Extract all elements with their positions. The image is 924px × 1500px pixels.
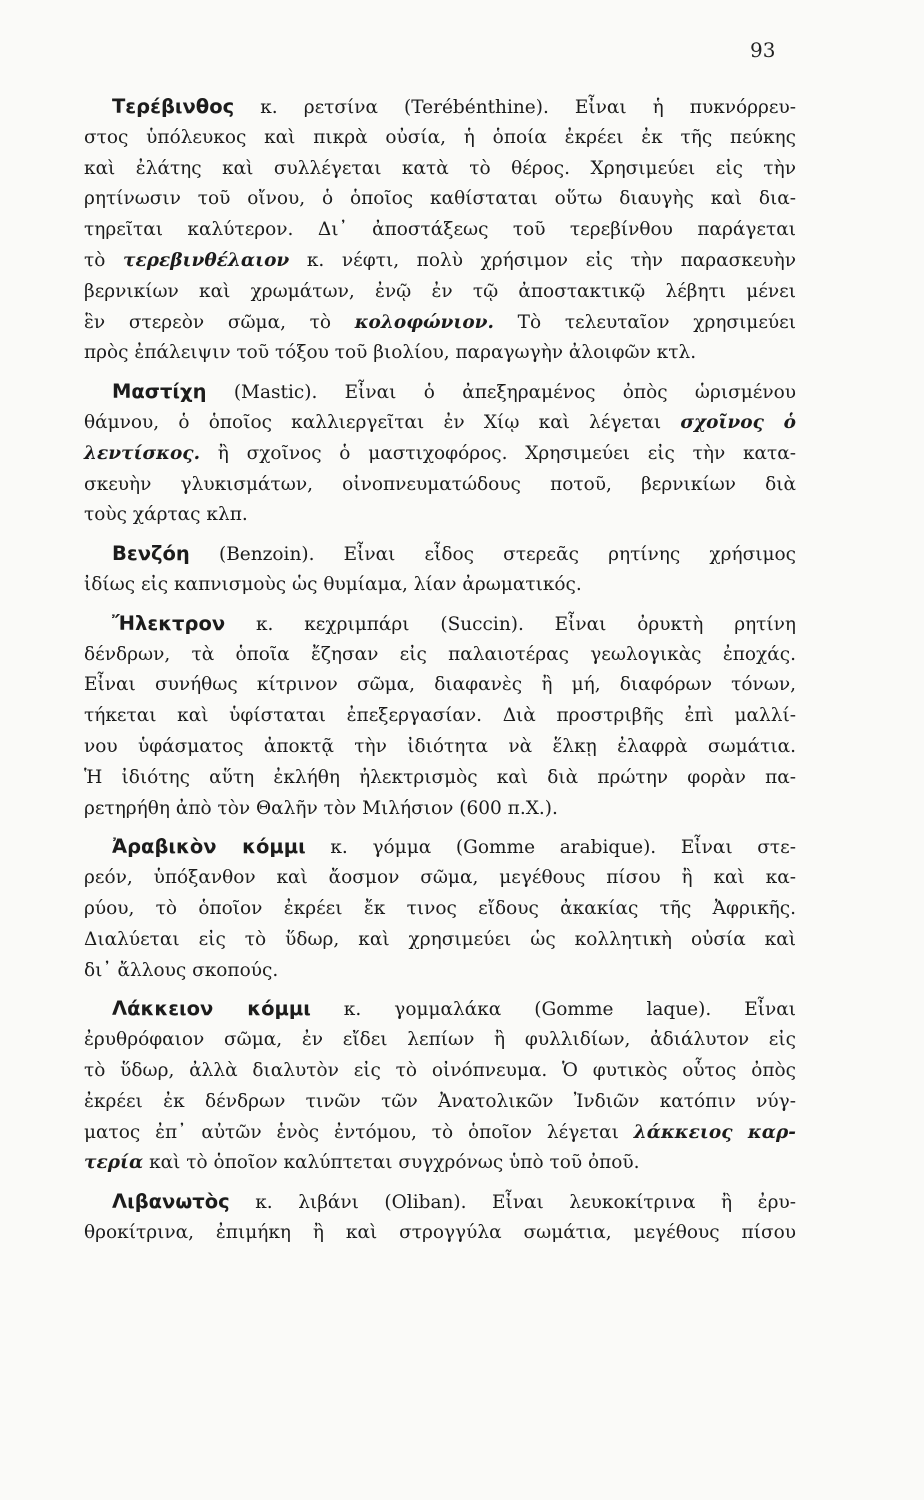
text-line [84, 154, 796, 185]
line-text: ἢ σχοῖνος ὁ μαστιχοφόρος. Χρησιμεύει εἰς τὴν κατα- [200, 442, 796, 464]
entry-term: Βενζόη [112, 542, 190, 566]
line-text: Εἶναι συνήθως κίτρινον σῶμα, διαφανὲς ἢ μή, διαφόρων τόνων, [84, 674, 796, 696]
text-line [84, 1118, 796, 1149]
italic-term: τερία [84, 1152, 144, 1174]
text-line [84, 994, 796, 1025]
line-text: στος ὑπόλευκος καὶ πικρὰ οὐσία, ἡ ὁποία ἐκρέει ἐκ τῆς πεύκης [84, 126, 796, 148]
line-text: βερνικίων καὶ χρωμάτων, ἐνῷ ἐν τῷ ἀποστακτικῷ λέβητι μένει [84, 280, 796, 302]
line-text: κ. κεχριμπάρι (Succin). Εἶναι ὀρυκτὴ ρητίνη [225, 613, 796, 635]
text-line [84, 832, 796, 863]
line-text: νου ὑφάσματος ἀποκτᾷ τὴν ἰδιότητα νὰ ἕλκῃ ἐλαφρὰ σωμάτια. [84, 735, 796, 757]
text-line [84, 92, 796, 123]
line-text: δένδρων, τὰ ὁποῖα ἔζησαν εἰς παλαιοτέρας γεωλογικὰς ἐποχάς. [84, 643, 796, 665]
text-line [84, 500, 796, 531]
text-line [84, 377, 796, 408]
line-prefix: τὸ [84, 249, 123, 271]
line-text: κ. γομμαλάκα (Gomme laque). Εἶναι [310, 999, 796, 1021]
line-text: τὸ ὕδωρ, ἀλλὰ διαλυτὸν εἰς τὸ οἰνόπνευμα. Ὁ φυτικὸς οὗτος ὀπὸς [84, 1059, 796, 1081]
line-text: (Benzoin). Εἶναι εἶδος στερεᾶς ρητίνης χρήσιμος [189, 544, 796, 566]
paragraph [84, 994, 796, 1179]
line-text: κ. νέφτι, πολὺ χρήσιμον εἰς τὴν παρασκευὴν [289, 249, 797, 271]
line-text: πρὸς ἐπάλειψιν τοῦ τόξου τοῦ βιολίου, παραγωγὴν ἀλοιφῶν κτλ. [84, 342, 697, 364]
entry-term: Λάκκειον κόμμι [112, 997, 311, 1021]
italic-term: λεντίσκος. [84, 442, 201, 464]
text-line [84, 1025, 796, 1056]
text-line [84, 470, 796, 501]
text-line [84, 215, 796, 246]
paragraph [84, 539, 796, 601]
italic-term: σχοῖνος ὁ [680, 411, 796, 433]
line-prefix: ματος ἐπ᾽ αὐτῶν ἑνὸς ἐντόμου, τὸ ὁποῖον λέγεται [84, 1121, 634, 1143]
text-line [84, 701, 796, 732]
line-text: κ. γόμμα (Gomme arabique). Εἶναι στε- [305, 837, 796, 859]
line-text: ρετηρήθη ἀπὸ τὸν Θαλῆν τὸν Μιλήσιον (600 π.Χ.). [84, 797, 558, 819]
paragraph [84, 377, 796, 531]
text-line [84, 863, 796, 894]
text-line [84, 925, 796, 956]
text-line [84, 732, 796, 763]
line-text: θροκίτρινα, ἐπιμήκη ἢ καὶ στρογγύλα σωμάτια, μεγέθους πίσου [84, 1221, 796, 1243]
paragraph [84, 609, 796, 825]
text-line [84, 570, 796, 601]
text-line [84, 640, 796, 671]
line-text: ἐκρέει ἐκ δένδρων τινῶν τῶν Ἀνατολικῶν Ἰνδιῶν κατόπιν νύγ- [84, 1090, 796, 1112]
text-line [84, 338, 796, 369]
paragraph [84, 92, 796, 369]
entry-term: Μαστίχη [112, 380, 207, 404]
entry-term: Ἀραβικὸν κόμμι [112, 835, 306, 859]
line-text: ρητίνωσιν τοῦ οἴνου, ὁ ὁποῖος καθίσταται οὕτω διαυγὴς καὶ δια- [84, 188, 796, 210]
line-text: σκευὴν γλυκισμάτων, οἰνοπνευματώδους ποτοῦ, βερνικίων διὰ [84, 473, 796, 495]
line-prefix: θάμνου, ὁ ὁποῖος καλλιεργεῖται ἐν Χίῳ καὶ λέγεται [84, 411, 681, 433]
text-line [84, 277, 796, 308]
line-text: καὶ ἐλάτης καὶ συλλέγεται κατὰ τὸ θέρος. Χρησιμεύει εἰς τὴν [84, 157, 796, 179]
entry-term: Ἤλεκτρον [112, 611, 226, 635]
line-text: κ. λιβάνι (Oliban). Εἶναι λευκοκίτρινα ἢ ἐρυ- [229, 1192, 796, 1214]
text-line [84, 539, 796, 570]
text-line [84, 794, 796, 825]
line-text: κ. ρετσίνα (Terébénthine). Εἶναι ἡ πυκνόρρευ- [234, 97, 796, 118]
text-line [84, 1056, 796, 1087]
line-text: ρύου, τὸ ὁποῖον ἐκρέει ἔκ τινος εἴδους ἀκακίας τῆς Ἀφρικῆς. [84, 897, 796, 919]
line-text: Τὸ τελευταῖον χρησιμεύει [493, 311, 796, 333]
text-line [84, 308, 796, 339]
text-line [84, 246, 796, 277]
italic-term: τερεβινθέλαιον [123, 249, 290, 271]
entry-term: Λιβανωτὸς [112, 1190, 230, 1214]
text-line [84, 894, 796, 925]
line-text: Διαλύεται εἰς τὸ ὕδωρ, καὶ χρησιμεύει ὡς κολλητικὴ οὐσία καὶ [84, 928, 796, 950]
line-text: (Mastic). Εἶναι ὁ ἀπεξηραμένος ὀπὸς ὡρισμένου [206, 382, 796, 404]
line-text: ρεόν, ὑπόξανθον καὶ ἄοσμον σῶμα, μεγέθους πίσου ἢ καὶ κα- [84, 867, 796, 889]
line-text: τήκεται καὶ ὑφίσταται ἐπεξεργασίαν. Διὰ προστριβῆς ἐπὶ μαλλί- [84, 705, 796, 727]
text-line [84, 1187, 796, 1218]
text-line [84, 670, 796, 701]
text-line [84, 763, 796, 794]
text-line [84, 408, 796, 439]
text-line [84, 1087, 796, 1118]
line-text: Ἡ ἰδιότης αὕτη ἐκλήθη ἠλεκτρισμὸς καὶ διὰ πρώτην φορὰν πα- [84, 766, 796, 788]
text-line [84, 1218, 796, 1249]
italic-term: κολοφώνιον. [354, 311, 494, 333]
paragraph [84, 1187, 796, 1249]
page-number: 93 [750, 38, 776, 62]
paragraph [84, 832, 796, 986]
line-text: ἰδίως εἰς καπνισμοὺς ὡς θυμίαμα, λίαν ἀρωματικός. [84, 573, 582, 595]
line-text: τηρεῖται καλύτερον. Δι᾽ ἀποστάξεως τοῦ τερεβίνθου παράγεται [84, 219, 796, 241]
text-line [84, 609, 796, 640]
line-text: τοὺς χάρτας κλπ. [84, 504, 248, 526]
line-text: καὶ τὸ ὁποῖον καλύπτεται συγχρόνως ὑπὸ τοῦ ὀποῦ. [143, 1152, 640, 1174]
text-line [84, 123, 796, 154]
line-prefix: ἓν στερεὸν σῶμα, τὸ [84, 311, 355, 333]
line-text: ἐρυθρόφαιον σῶμα, ἐν εἴδει λεπίων ἢ φυλλιδίων, ἀδιάλυτον εἰς [84, 1029, 796, 1051]
text-line [84, 184, 796, 215]
text-line [84, 439, 796, 470]
document-body [84, 92, 796, 1249]
text-line [84, 956, 796, 987]
line-text: δι᾽ ἄλλους σκοπούς. [84, 959, 279, 981]
entry-term: Τερέβινθος [112, 95, 235, 118]
text-line [84, 1148, 796, 1179]
italic-term: λάκκειος καρ- [633, 1121, 796, 1143]
